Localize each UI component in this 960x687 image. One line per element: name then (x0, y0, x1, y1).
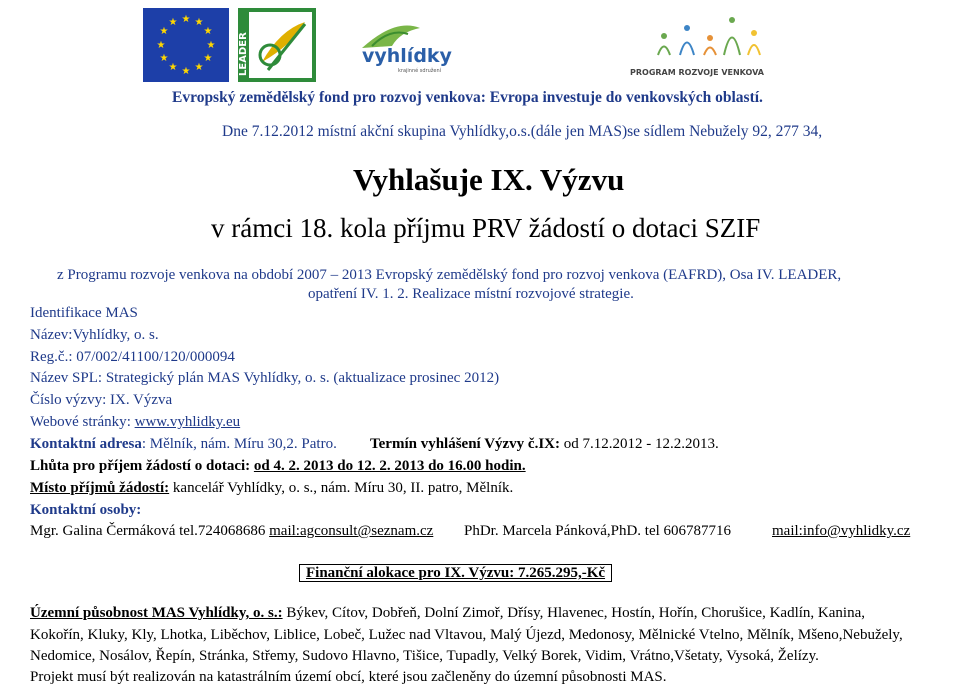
contact-2-mail-link[interactable]: mail:info@vyhlidky.cz (772, 523, 911, 539)
contacts-label: Kontaktní osoby: (30, 502, 142, 518)
prv-logo (630, 17, 765, 77)
svg-text:★: ★ (203, 53, 213, 64)
page-subtitle: v rámci 18. kola příjmu PRV žádostí o dotaci SZIF (211, 213, 761, 243)
web-link[interactable]: www.vyhlidky.eu (134, 414, 241, 430)
svg-text:★: ★ (159, 53, 169, 64)
svg-text:★: ★ (181, 14, 191, 25)
identification-heading: Identifikace MAS (30, 305, 138, 321)
web-line (30, 414, 240, 431)
address-label: Kontaktní adresa (30, 436, 142, 452)
allocation-box (299, 565, 612, 582)
svg-text:★: ★ (203, 26, 213, 37)
svg-text:★: ★ (206, 40, 216, 51)
territory-line-2: Kokořín, Kluky, Kly, Lhotka, Liběchov, Liblice, Lobeč, Lužec nad Vltavou, Malý Újezd, Medonosy, Mělnické Vtelno, Mělník, Mšeno,Nebužely, (30, 627, 903, 643)
address-line (30, 436, 337, 453)
contact-2-text: PhDr. Marcela Pánková,PhD. tel 606787716 (464, 523, 732, 539)
svg-text:★: ★ (168, 17, 178, 28)
svg-text:★: ★ (181, 66, 191, 77)
term-label: Termín vyhlášení Výzvy č.IX: (370, 436, 561, 452)
page-title: Vyhlašuje IX. Výzvu (353, 162, 625, 197)
web-separator: : (126, 414, 135, 430)
contact-1 (30, 523, 433, 540)
svg-text:★: ★ (194, 17, 204, 28)
address-value: : Mělník, nám. Míru 30,2. Patro. (141, 436, 337, 452)
allocation-text: Finanční alokace pro IX. Výzvu: 7.265.295,-Kč (299, 564, 612, 582)
vyhlidky-logo-subtext: krajinné sdružení (398, 68, 442, 74)
contact-1-mail-link[interactable]: mail:agconsult@seznam.cz (269, 523, 434, 539)
contact-2-mail (772, 523, 910, 540)
territory-line-1 (30, 605, 865, 622)
spl-name: Název SPL: Strategický plán MAS Vyhlídky, o. s. (aktualizace prosinec 2012) (30, 370, 500, 386)
vyhlidky-logo (362, 26, 453, 75)
deadline-line (30, 458, 526, 475)
territory-line-3: Nedomice, Nosálov, Řepín, Stránka, Střemy, Sudovo Hlavno, Tišice, Tupadly, Velký Borek, Vidim, Vrátno,Všetaty, Vysoká, Želízy. (30, 648, 819, 664)
svg-text:★: ★ (156, 40, 166, 51)
term-line (370, 436, 719, 453)
svg-text:★: ★ (194, 62, 204, 73)
territory-text-1: Býkev, Cítov, Dobřeň, Dolní Zimoř, Dřísy, Hlavenec, Hostín, Hořín, Chorušice, Kadlín, Kanina, (282, 605, 865, 621)
project-line: Projekt musí být realizován na katastrálním území obcí, které jsou začleněny do územní působnosti MAS. (30, 669, 667, 685)
web-label: Webové stránky (30, 414, 127, 430)
call-number: Číslo výzvy: IX. Výzva (30, 392, 173, 408)
leader-logo-text: LEADER (238, 32, 249, 76)
date-line: Dne 7.12.2012 místní akční skupina Vyhlídky,o.s.(dále jen MAS)se sídlem Nebužely 92, 277 34, (222, 123, 823, 140)
eu-flag-logo (143, 8, 229, 82)
registration-number: Reg.č.: 07/002/41100/120/000094 (30, 349, 235, 365)
svg-text:★: ★ (168, 62, 178, 73)
vyhlidky-logo-text: vyhlídky (362, 45, 452, 67)
deadline-value: od 4. 2. 2013 do 12. 2. 2013 do 16.00 hodin. (253, 458, 526, 474)
deadline-label: Lhůta pro příjem žádostí o dotaci: (30, 458, 251, 474)
logo-bar (0, 0, 960, 85)
prv-logo-text: PROGRAM ROZVOJE VENKOVA (630, 68, 764, 77)
mas-name: Název:Vyhlídky, o. s. (30, 327, 159, 343)
contact-1-text: Mgr. Galina Čermáková tel.724068686 (30, 523, 270, 539)
program-line-1: z Programu rozvoje venkova na období 2007 – 2013 Evropský zemědělský fond pro rozvoj venkova (EAFRD), Osa IV. LEADER, (57, 267, 842, 283)
svg-text:★: ★ (159, 26, 169, 37)
place-label: Místo příjmů žádostí: (30, 480, 170, 496)
program-line-2: opatření IV. 1. 2. Realizace místní rozvojové strategie. (308, 286, 634, 302)
place-value: kancelář Vyhlídky, o. s., nám. Míru 30, II. patro, Mělník. (169, 480, 514, 496)
fund-line: Evropský zemědělský fond pro rozvoj venkova: Evropa investuje do venkovských oblastí. (172, 89, 763, 106)
term-value: od 7.12.2012 - 12.2.2013. (560, 436, 719, 452)
territory-label: Územní působnost MAS Vyhlídky, o. s.: (30, 605, 283, 621)
leader-logo (238, 8, 316, 82)
place-line (30, 480, 513, 497)
